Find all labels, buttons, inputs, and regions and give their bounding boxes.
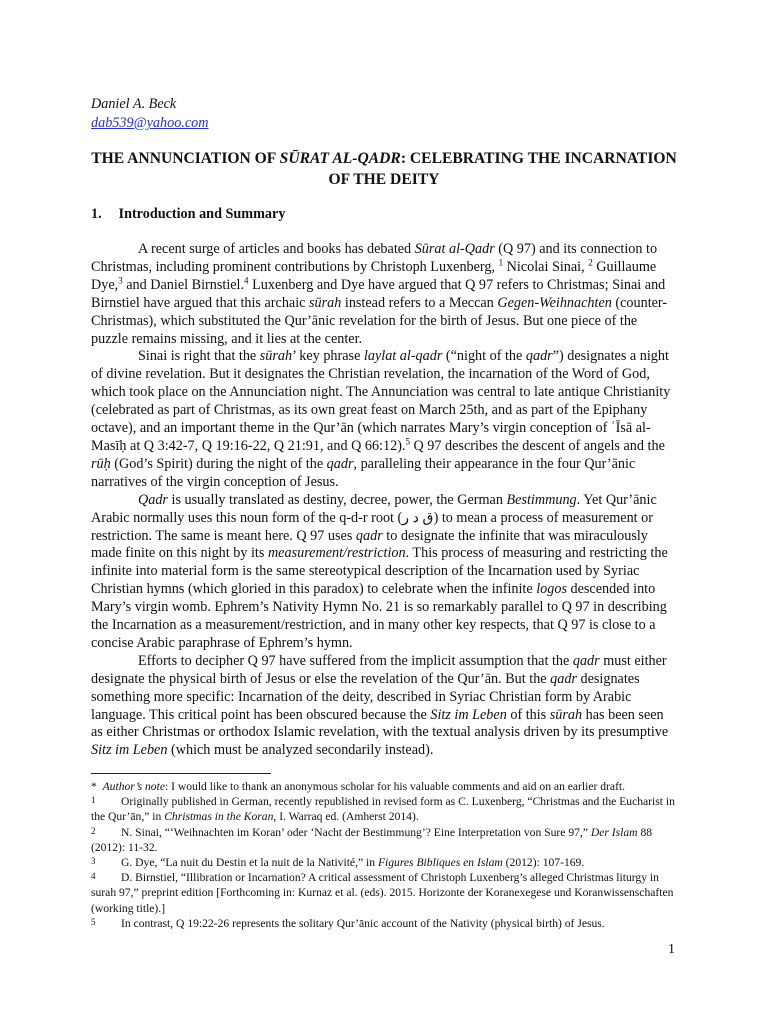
- footnote-ref-2[interactable]: 2: [588, 257, 593, 268]
- section-number: 1.: [91, 206, 102, 222]
- section-title: Introduction and Summary: [118, 206, 286, 222]
- footnote-2: 2 N. Sinai, “‘Weihnachten im Koran’ oder ‘Nacht der Bestimmung’? Eine Interpretation von Sure 97,” Der Islam 88 (2012): 11-32.: [91, 825, 653, 854]
- author-block: [91, 95, 208, 133]
- author-email-link[interactable]: dab539@yahoo.com: [91, 115, 209, 131]
- paper-title: [91, 148, 677, 190]
- footnote-ref-3[interactable]: 3: [118, 275, 123, 286]
- paragraph-4: Efforts to decipher Q 97 have suffered from the implicit assumption that the qadr must either designate the physical birth of Jesus or else the revelation of the Qur’ān. But the qadr designates something more specific: Incarnation of the deity, described in Syriac Christian form by Arabic language. This critical point has been obscured because the Sitz im Leben of this sūrah has been seen as either Christmas or orthodox Islamic revelation, with the textual analysis driven by its presumptive Sitz im Leben (which must be analyzed secondarily instead).: [91, 652, 669, 759]
- footnote-5: 5 In contrast, Q 19:22-26 represents the solitary Qur’ānic account of the Nativity (physical birth) of Jesus.: [91, 916, 605, 930]
- footnote-4-mark: 4: [91, 871, 96, 882]
- paragraph-3: Qadr is usually translated as destiny, decree, power, the German Bestimmung. Yet Qur’ānic Arabic normally uses this noun form of the q-d-r root (ق د ر) to mean a process of measurement or restriction. The same is meant here. Q 97 uses qadr to designate the infinite that was miraculously made finite on this night by its measurement/restriction. This process of measuring and restricting the infinite into material form is the same stereotypical description of the Incarnation used by Syriac Christian hymns (which gloried in this paradox) to celebrate when the infinite logos descended into Mary’s virgin womb. Ephrem’s Nativity Hymn No. 21 is so remarkably parallel to Q 97 in describing the Incarnation as a measurement/restriction, and in many other key respects, that Q 97 is close to a concise Arabic paraphrase of Ephrem’s hymn.: [91, 491, 668, 651]
- title-italic: SŪRAT AL-QADR: [279, 150, 401, 167]
- footnote-1: 1 Originally published in German, recently republished in revised form as C. Luxenberg, “Christmas and the Eucharist in the Qur’ān,” in Christmas in the Koran, I. Warraq ed. (Amherst 2014).: [91, 795, 675, 824]
- author-name: Daniel A. Beck: [91, 96, 177, 112]
- footnote-2-mark: 2: [91, 825, 96, 836]
- paragraph-2: Sinai is right that the sūrah’ key phrase laylat al-qadr (“night of the qadr”) designates a night of divine revelation. But it designates the Christian revelation, the incarnation of the Word of God, which took place on the Annunciation night. The Annunciation was central to late antique Christianity (celebrated as part of Christmas, as its own great feast on March 25th, and as part of the Epiphany octave), and an important theme in the Qur’ān (which narrates Mary’s virgin conception of ʿĪsā al-Masīḥ at Q 3:42-7, Q 19:16-22, Q 21:91, and Q 66:12).$^5$ Q 97 describes the descent of angels and the rūḥ (God’s Spirit) during the night of the qadr, paralleling their appearance in the four Qur’ānic narratives of the virgin conception of Jesus.: [91, 348, 671, 490]
- footnote-3-mark: 3: [91, 856, 96, 867]
- footnote-ref-1[interactable]: 1: [498, 257, 504, 268]
- footnote-ref-4[interactable]: 4: [244, 275, 249, 286]
- footnote-5-mark: 5: [91, 916, 96, 927]
- footnote-3: 3 G. Dye, “La nuit du Destin et la nuit de la Nativité,” in Figures Bibliques en Islam (2012): 107-169.: [91, 856, 585, 870]
- footnote-1-mark: 1: [91, 795, 96, 806]
- footnote-4: 4 D. Birnstiel, “Illibration or Incarnation? A critical assessment of Christoph Luxenberg’s alleged Christmas liturgy in surah 97,” preprint edition [Forthcoming in: Kurnaz et al. (eds). 2015. Horizonte der Koranexegese und Koranwissenschaften (working title).]: [91, 871, 674, 915]
- footnotes: [91, 779, 677, 931]
- body-text: [91, 241, 677, 760]
- section-heading: [91, 206, 285, 223]
- footnote-ref-5[interactable]: 5: [405, 436, 410, 447]
- title-text: THE ANNUNCIATION OF: [91, 150, 280, 167]
- footnote-divider: [91, 773, 271, 774]
- footnote-author-note: * Author’s note: I would like to thank an anonymous scholar for his valuable comments and aid on an earlier draft.: [91, 780, 626, 793]
- page-number: 1: [668, 942, 675, 957]
- title-text-rest: : CELEBRATING THE INCARNATION OF THE DEITY: [328, 150, 677, 188]
- paragraph-1: A recent surge of articles and books has debated Sūrat al-Qadr (Q 97) and its connection to Christmas, including prominent contributions by Christoph Luxenberg, $^1$ Nicolai Sinai, $^2$ Guillaume Dye,$^3$ and Daniel Birnstiel.$^4$ Luxenberg and Dye have argued that Q 97 refers to Christmas; Sinai and Birnstiel have argued that this archaic sūrah instead refers to a Meccan Gegen-Weihnachten (counter-Christmas), which substituted the Qur’ānic revelation for the birth of Jesus. But one piece of the puzzle remains missing, and it lies at the center.: [91, 241, 668, 347]
